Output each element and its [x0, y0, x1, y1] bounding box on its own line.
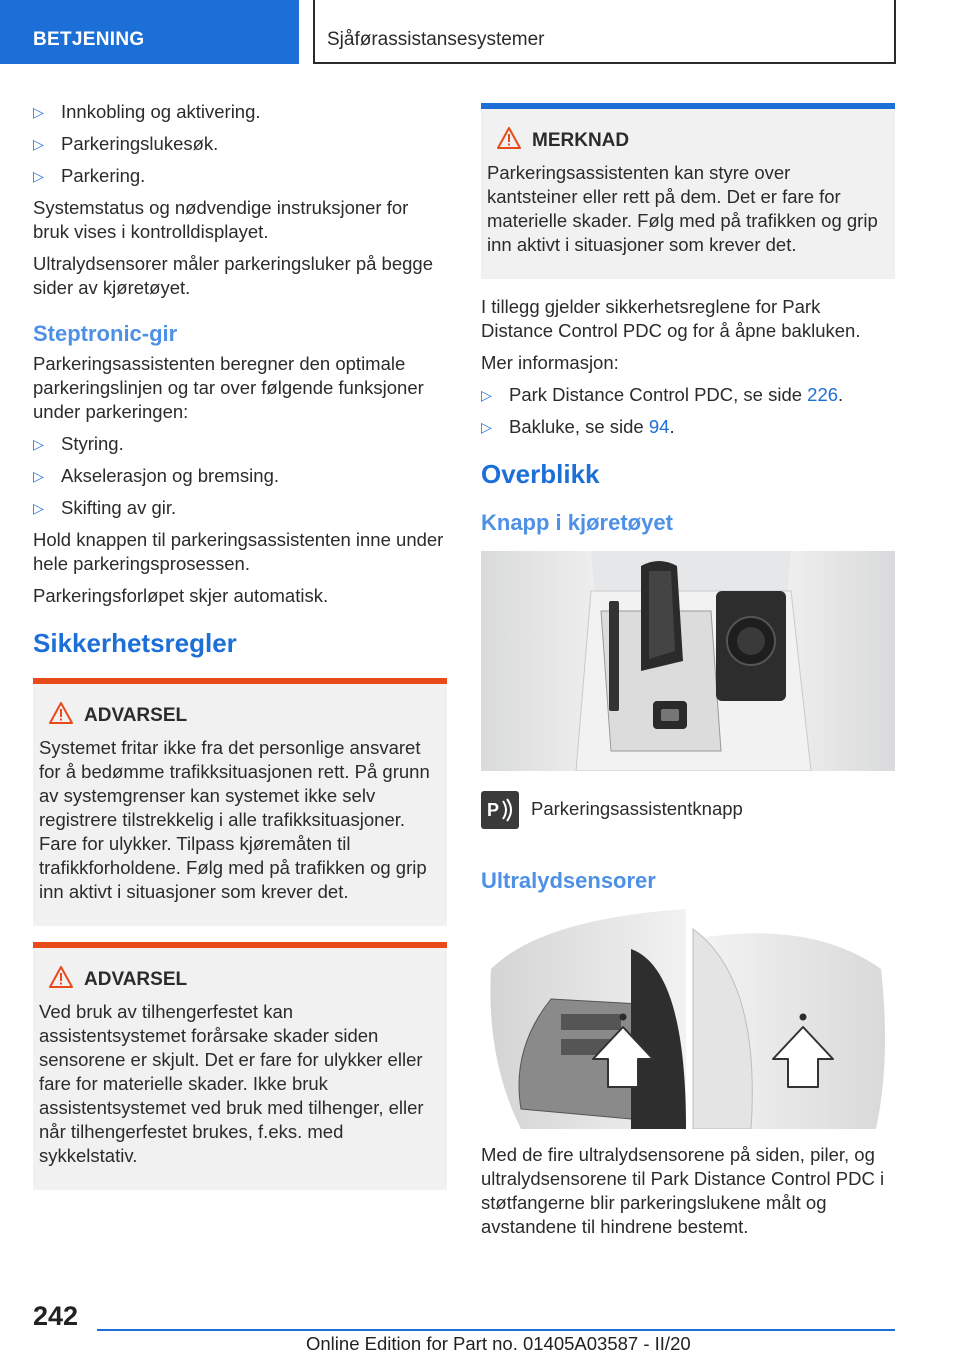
bullet-triangle-icon: ▷ [33, 436, 44, 452]
heading-steptronic: Steptronic-gir [33, 321, 178, 346]
bullet-triangle-icon: ▷ [33, 468, 44, 484]
footer-divider [97, 1329, 895, 1331]
ultrasonic-sensor-illustration [481, 909, 895, 1129]
section-title: BETJENING [33, 29, 145, 50]
list-item: ▷ Innkobling og aktivering. [33, 101, 261, 122]
console-photo [481, 551, 895, 771]
paragraph: Systemstatus og nødvendige instruksjoner for bruk vises i kontrolldisplayet. [33, 197, 409, 242]
list-item: ▷ Akselerasjon og bremsing. [33, 465, 279, 486]
gear-console-illustration [481, 551, 895, 771]
bullet-triangle-icon: ▷ [33, 104, 44, 120]
list-item: ▷ Park Distance Control PDC, se side 226. [481, 384, 844, 405]
warning-triangle-icon [49, 702, 73, 724]
right-column [481, 103, 895, 1247]
bullet-triangle-icon: ▷ [481, 419, 492, 435]
page-number: 242 [33, 1301, 79, 1331]
heading-sensors: Ultralydsensorer [481, 868, 656, 893]
note-box [481, 103, 895, 279]
paragraph: Mer informasjon: [481, 352, 619, 373]
sensor-photo [481, 909, 895, 1129]
note-text: Parkeringsassistenten kan styre over kantsteiner eller rett på dem. Det er fare for materielle skader. Følg med på trafikken og grip inn aktivt i situasjoner som krever det. [487, 162, 878, 255]
bullet-triangle-icon: ▷ [33, 500, 44, 516]
paragraph: Med de fire ultralydsensorene på siden, piler, og ultralydsensorene til Park Distance Control PDC i støtfangerne blir parkeringslukene målt og avstandene til hindrene bestemt. [481, 1144, 885, 1237]
warning-text: Systemet fritar ikke fra det personlige ansvaret for å bedømme trafikksituasjonen rett. På grunn av systemgrenser kan systemet ikke selv registrere tilstrekkelig i alle trafikksituasjoner. Fare for ulykker. Tilpass kjøremåten til trafikkforholdene. Følg med på trafikken og grip inn aktivt i situasjoner som krever det. [39, 737, 430, 902]
svg-text:P: P [487, 800, 500, 820]
list-item: ▷ Skifting av gir. [33, 497, 177, 518]
warning-text: Ved bruk av tilhengerfestet kan assistentsystemet forårsake skader siden sensorene er skjult. Det er fare for ulykker eller fare for materielle skader. Ikke bruk assistentsystemet ved bruk med tilhenger, eller når tilhengerfestet brukes, f.eks. med sykkelstativ. [39, 1001, 424, 1166]
warning-box [33, 678, 447, 926]
bullet-triangle-icon: ▷ [481, 387, 492, 403]
chapter-tab [313, 0, 896, 64]
bullet-triangle-icon: ▷ [33, 136, 44, 152]
paragraph: Hold knappen til parkeringsassistenten inne under hele parkeringsprosessen. [33, 529, 444, 574]
warning-triangle-icon [497, 127, 521, 149]
paragraph: Ultralydsensorer måler parkeringsluker på begge sider av kjøretøyet. [33, 253, 433, 298]
page-link[interactable]: 226 [807, 384, 839, 405]
paragraph: Parkeringsassistenten beregner den optimale parkeringslinjen og tar over følgende funksjoner under parkeringen: [33, 353, 424, 422]
list-item: ▷ Parkering. [33, 165, 146, 186]
list-item: ▷ Styring. [33, 433, 124, 454]
section-tab [0, 0, 299, 64]
paragraph: I tillegg gjelder sikkerhetsreglene for Park Distance Control PDC og for å åpne bakluken. [481, 296, 861, 341]
parking-assistant-icon [481, 791, 519, 829]
warning-box [33, 942, 447, 1190]
page-link[interactable]: 94 [648, 416, 670, 437]
chapter-title: Sjåførassistansesystemer [327, 29, 545, 50]
heading-overview: Overblikk [481, 459, 600, 489]
list-item: ▷ Bakluke, se side 94. [481, 416, 675, 437]
warning-title: ADVARSEL [39, 968, 437, 992]
caption-text: Parkeringsassistentknapp [531, 798, 743, 819]
bullet-triangle-icon: ▷ [33, 168, 44, 184]
paragraph: Parkeringsforløpet skjer automatisk. [33, 585, 329, 606]
heading-safety: Sikkerhetsregler [33, 628, 237, 658]
left-column [33, 100, 447, 1206]
warning-triangle-icon [49, 966, 73, 988]
figure-caption [481, 791, 895, 829]
edition-text: Online Edition for Part no. 01405A03587 - II/20 [306, 1333, 691, 1354]
note-title: MERKNAD [487, 129, 885, 153]
warning-title: ADVARSEL [39, 704, 437, 728]
list-item: ▷ Parkeringslukesøk. [33, 133, 219, 154]
heading-button: Knapp i kjøretøyet [481, 510, 673, 535]
